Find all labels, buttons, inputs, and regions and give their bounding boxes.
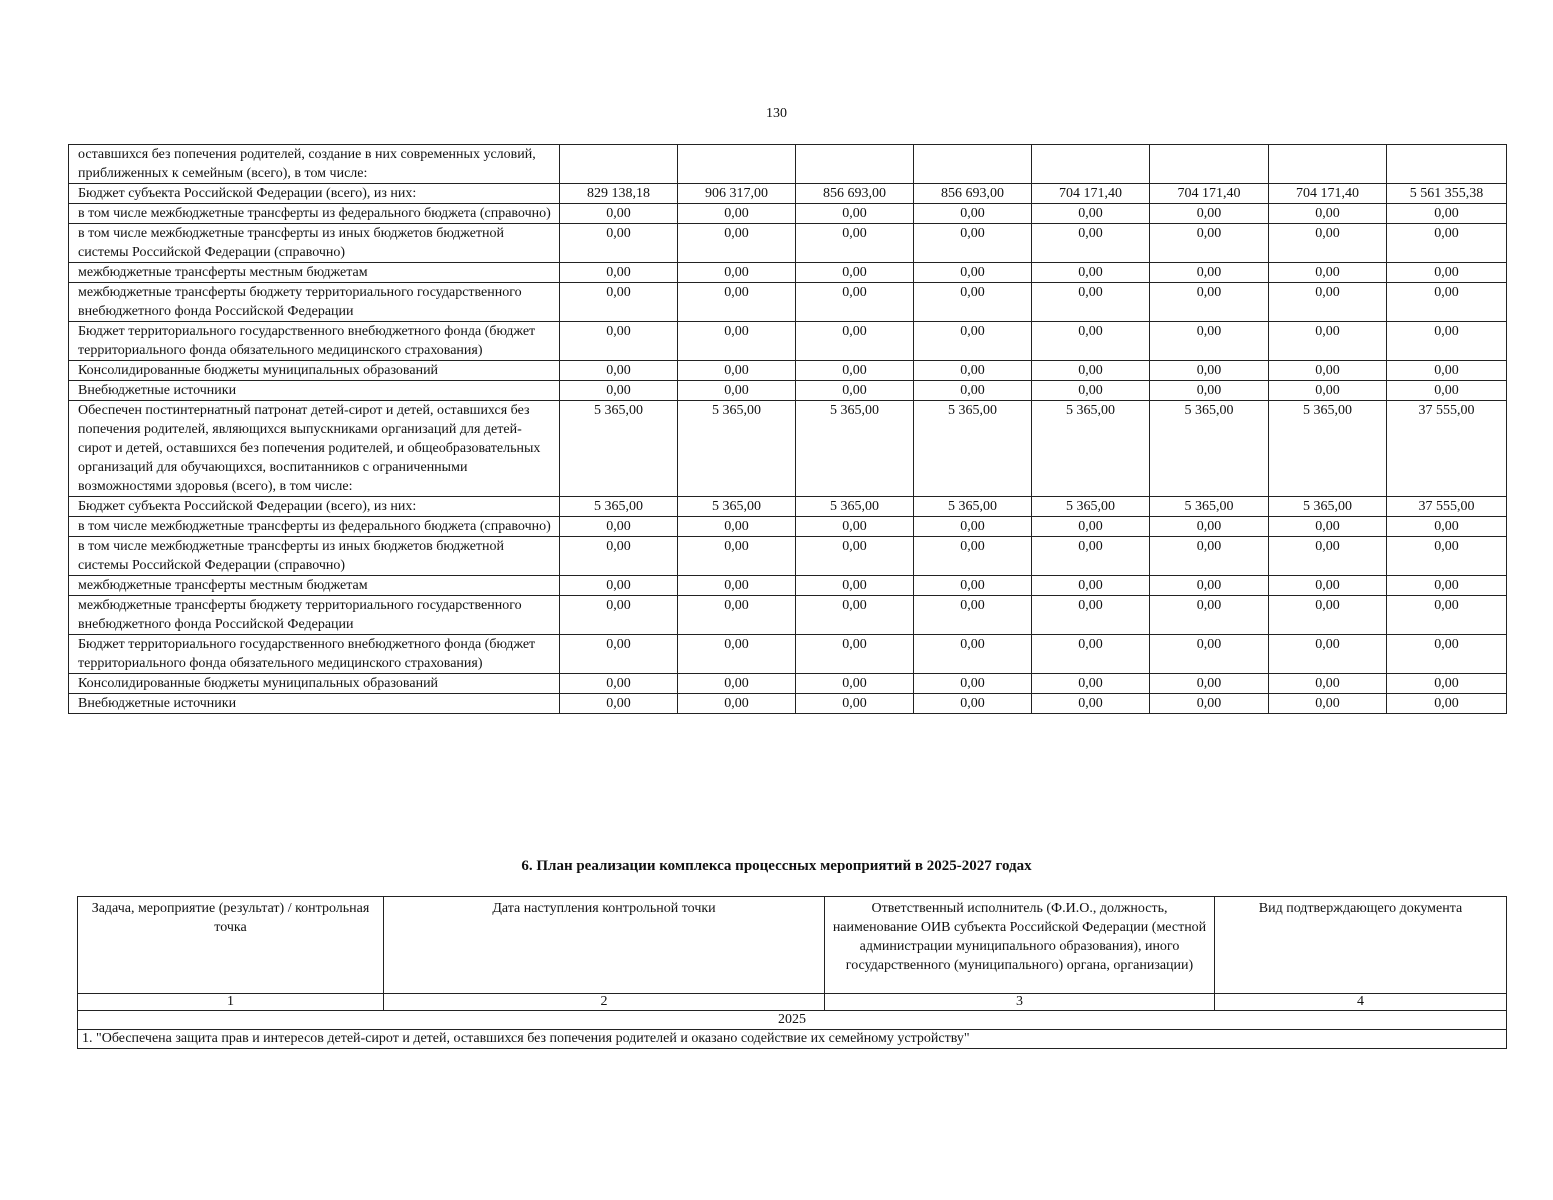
finance-cell: 0,00 bbox=[796, 576, 914, 596]
finance-cell: 5 365,00 bbox=[914, 497, 1032, 517]
finance-cell: 0,00 bbox=[796, 596, 914, 635]
finance-cell: 829 138,18 bbox=[560, 184, 678, 204]
finance-row bbox=[69, 381, 1507, 401]
finance-cell: 0,00 bbox=[1269, 283, 1387, 322]
finance-cell: 0,00 bbox=[1387, 694, 1507, 714]
finance-cell bbox=[560, 145, 678, 184]
finance-cell: 0,00 bbox=[560, 596, 678, 635]
finance-cell: 0,00 bbox=[560, 283, 678, 322]
finance-cell: 5 365,00 bbox=[678, 401, 796, 497]
finance-cell: 0,00 bbox=[1150, 517, 1269, 537]
finance-cell: 0,00 bbox=[678, 263, 796, 283]
plan-task-row bbox=[78, 1030, 1507, 1049]
finance-cell: 0,00 bbox=[1150, 381, 1269, 401]
finance-cell: 0,00 bbox=[914, 224, 1032, 263]
finance-cell: 0,00 bbox=[1032, 576, 1150, 596]
finance-cell: 0,00 bbox=[1269, 322, 1387, 361]
finance-cell: 0,00 bbox=[560, 322, 678, 361]
finance-cell: 0,00 bbox=[560, 517, 678, 537]
plan-header-task: Задача, мероприятие (результат) / контрольная точка bbox=[78, 897, 384, 994]
plan-column-numbers-row bbox=[78, 994, 1507, 1011]
finance-row-label: межбюджетные трансферты бюджету территориального государственного внебюджетного фонда Российской Федерации bbox=[69, 283, 560, 322]
plan-task: 1. "Обеспечена защита прав и интересов детей-сирот и детей, оставшихся без попечения родителей и оказано содействие их семейному устройству" bbox=[78, 1030, 1507, 1049]
finance-cell: 0,00 bbox=[560, 224, 678, 263]
finance-row bbox=[69, 537, 1507, 576]
finance-table-body bbox=[69, 145, 1507, 714]
finance-row-label: в том числе межбюджетные трансферты из иных бюджетов бюджетной системы Российской Федерации (справочно) bbox=[69, 537, 560, 576]
finance-cell: 856 693,00 bbox=[796, 184, 914, 204]
finance-cell: 0,00 bbox=[1032, 204, 1150, 224]
finance-cell: 0,00 bbox=[560, 674, 678, 694]
finance-cell: 0,00 bbox=[796, 694, 914, 714]
finance-row bbox=[69, 576, 1507, 596]
finance-cell: 0,00 bbox=[1150, 694, 1269, 714]
finance-cell: 0,00 bbox=[560, 576, 678, 596]
finance-cell: 0,00 bbox=[560, 537, 678, 576]
finance-row bbox=[69, 401, 1507, 497]
finance-cell: 0,00 bbox=[1269, 674, 1387, 694]
finance-cell: 856 693,00 bbox=[914, 184, 1032, 204]
finance-row bbox=[69, 204, 1507, 224]
finance-cell: 5 365,00 bbox=[1269, 497, 1387, 517]
finance-cell: 0,00 bbox=[1387, 361, 1507, 381]
finance-row-label: Внебюджетные источники bbox=[69, 694, 560, 714]
finance-cell: 0,00 bbox=[1150, 537, 1269, 576]
finance-cell: 0,00 bbox=[1269, 576, 1387, 596]
plan-column-number: 2 bbox=[384, 994, 825, 1011]
finance-cell: 5 561 355,38 bbox=[1387, 184, 1507, 204]
finance-cell: 0,00 bbox=[1150, 674, 1269, 694]
finance-cell: 0,00 bbox=[560, 635, 678, 674]
finance-cell: 0,00 bbox=[560, 361, 678, 381]
finance-cell: 5 365,00 bbox=[1032, 401, 1150, 497]
finance-cell: 0,00 bbox=[1269, 381, 1387, 401]
finance-cell: 5 365,00 bbox=[1032, 497, 1150, 517]
finance-row-label: межбюджетные трансферты местным бюджетам bbox=[69, 576, 560, 596]
finance-cell bbox=[914, 145, 1032, 184]
finance-row-label: оставшихся без попечения родителей, создание в них современных условий, приближенных к семейным (всего), в том числе: bbox=[69, 145, 560, 184]
finance-row bbox=[69, 635, 1507, 674]
finance-row-label: Консолидированные бюджеты муниципальных образований bbox=[69, 361, 560, 381]
finance-cell: 0,00 bbox=[914, 361, 1032, 381]
finance-cell: 0,00 bbox=[796, 537, 914, 576]
finance-cell bbox=[1387, 145, 1507, 184]
finance-cell: 0,00 bbox=[796, 361, 914, 381]
finance-cell: 0,00 bbox=[678, 283, 796, 322]
finance-cell bbox=[1269, 145, 1387, 184]
finance-cell: 0,00 bbox=[1032, 635, 1150, 674]
finance-cell: 0,00 bbox=[914, 381, 1032, 401]
finance-row-label: межбюджетные трансферты бюджету территориального государственного внебюджетного фонда Российской Федерации bbox=[69, 596, 560, 635]
plan-table bbox=[77, 896, 1507, 1049]
finance-cell: 5 365,00 bbox=[560, 497, 678, 517]
finance-cell: 0,00 bbox=[678, 381, 796, 401]
finance-cell: 0,00 bbox=[796, 283, 914, 322]
finance-row-label: Консолидированные бюджеты муниципальных образований bbox=[69, 674, 560, 694]
finance-table bbox=[68, 144, 1507, 714]
finance-cell: 0,00 bbox=[1269, 635, 1387, 674]
plan-column-number: 3 bbox=[825, 994, 1215, 1011]
finance-cell: 0,00 bbox=[560, 204, 678, 224]
finance-row bbox=[69, 497, 1507, 517]
finance-cell: 0,00 bbox=[796, 263, 914, 283]
finance-row bbox=[69, 283, 1507, 322]
finance-cell: 704 171,40 bbox=[1032, 184, 1150, 204]
finance-cell: 0,00 bbox=[678, 576, 796, 596]
finance-cell: 0,00 bbox=[1150, 361, 1269, 381]
finance-row bbox=[69, 361, 1507, 381]
plan-header-executor: Ответственный исполнитель (Ф.И.О., должность, наименование ОИВ субъекта Российской Федерации (местной администрации муниципального образования), иного государственного (муниципального) органа, организации) bbox=[825, 897, 1215, 994]
plan-year-row bbox=[78, 1011, 1507, 1030]
finance-cell: 0,00 bbox=[1150, 224, 1269, 263]
finance-row-label: Бюджет субъекта Российской Федерации (всего), из них: bbox=[69, 497, 560, 517]
finance-cell: 0,00 bbox=[678, 537, 796, 576]
finance-row bbox=[69, 596, 1507, 635]
finance-cell: 0,00 bbox=[1387, 224, 1507, 263]
finance-cell: 0,00 bbox=[678, 635, 796, 674]
finance-cell: 0,00 bbox=[1032, 596, 1150, 635]
finance-cell: 0,00 bbox=[678, 517, 796, 537]
finance-cell: 0,00 bbox=[1150, 322, 1269, 361]
finance-cell: 0,00 bbox=[914, 537, 1032, 576]
finance-cell: 0,00 bbox=[1150, 576, 1269, 596]
finance-cell: 0,00 bbox=[678, 596, 796, 635]
finance-cell: 5 365,00 bbox=[796, 497, 914, 517]
finance-cell: 0,00 bbox=[796, 224, 914, 263]
finance-cell: 5 365,00 bbox=[678, 497, 796, 517]
finance-cell bbox=[796, 145, 914, 184]
finance-row bbox=[69, 694, 1507, 714]
finance-cell: 0,00 bbox=[1269, 517, 1387, 537]
finance-cell: 37 555,00 bbox=[1387, 401, 1507, 497]
finance-cell: 0,00 bbox=[1387, 576, 1507, 596]
finance-cell: 0,00 bbox=[1387, 517, 1507, 537]
finance-cell: 5 365,00 bbox=[1269, 401, 1387, 497]
finance-cell: 0,00 bbox=[1269, 537, 1387, 576]
finance-cell: 0,00 bbox=[1032, 263, 1150, 283]
finance-cell: 906 317,00 bbox=[678, 184, 796, 204]
finance-cell: 0,00 bbox=[914, 263, 1032, 283]
finance-cell: 0,00 bbox=[1150, 263, 1269, 283]
finance-cell: 0,00 bbox=[1387, 204, 1507, 224]
finance-row-label: Бюджет субъекта Российской Федерации (всего), из них: bbox=[69, 184, 560, 204]
finance-cell: 0,00 bbox=[1150, 596, 1269, 635]
plan-header-document: Вид подтверждающего документа bbox=[1215, 897, 1507, 994]
finance-cell: 0,00 bbox=[1269, 263, 1387, 283]
finance-row-label: Бюджет территориального государственного внебюджетного фонда (бюджет территориального фонда обязательного медицинского страхования) bbox=[69, 635, 560, 674]
finance-cell: 0,00 bbox=[1269, 224, 1387, 263]
finance-cell: 0,00 bbox=[796, 322, 914, 361]
finance-cell: 5 365,00 bbox=[560, 401, 678, 497]
finance-cell: 0,00 bbox=[914, 635, 1032, 674]
finance-cell: 5 365,00 bbox=[914, 401, 1032, 497]
finance-cell: 0,00 bbox=[1387, 263, 1507, 283]
plan-column-number: 1 bbox=[78, 994, 384, 1011]
section-title: 6. План реализации комплекса процессных мероприятий в 2025-2027 годах bbox=[521, 858, 1032, 874]
finance-row bbox=[69, 145, 1507, 184]
finance-cell: 0,00 bbox=[1032, 224, 1150, 263]
finance-cell: 0,00 bbox=[678, 204, 796, 224]
finance-cell: 0,00 bbox=[914, 596, 1032, 635]
finance-cell: 0,00 bbox=[1150, 635, 1269, 674]
finance-cell: 0,00 bbox=[560, 381, 678, 401]
finance-cell: 0,00 bbox=[914, 674, 1032, 694]
finance-cell: 0,00 bbox=[678, 224, 796, 263]
finance-row-label: Внебюджетные источники bbox=[69, 381, 560, 401]
finance-cell: 0,00 bbox=[796, 517, 914, 537]
finance-cell: 0,00 bbox=[1032, 283, 1150, 322]
finance-cell bbox=[678, 145, 796, 184]
plan-header-row bbox=[78, 897, 1507, 994]
finance-cell: 0,00 bbox=[1269, 361, 1387, 381]
finance-cell: 0,00 bbox=[914, 517, 1032, 537]
finance-cell: 37 555,00 bbox=[1387, 497, 1507, 517]
finance-cell: 0,00 bbox=[914, 322, 1032, 361]
finance-row-label: Обеспечен постинтернатный патронат детей-сирот и детей, оставшихся без попечения родителей, являющихся выпускниками организаций для детей-сирот и детей, оставшихся без попечения родителей, и общеобразовательных организаций для обучающихся, воспитанников с ограниченными возможностями здоровья (всего), в том числе: bbox=[69, 401, 560, 497]
finance-cell: 0,00 bbox=[1269, 694, 1387, 714]
finance-cell: 0,00 bbox=[1269, 596, 1387, 635]
finance-row bbox=[69, 184, 1507, 204]
finance-cell: 0,00 bbox=[678, 674, 796, 694]
finance-row bbox=[69, 322, 1507, 361]
finance-cell: 0,00 bbox=[1387, 381, 1507, 401]
finance-cell bbox=[1032, 145, 1150, 184]
finance-cell: 0,00 bbox=[796, 204, 914, 224]
finance-row bbox=[69, 263, 1507, 283]
finance-cell: 0,00 bbox=[1387, 635, 1507, 674]
finance-cell: 0,00 bbox=[1269, 204, 1387, 224]
finance-cell: 0,00 bbox=[1032, 381, 1150, 401]
finance-cell: 0,00 bbox=[1387, 283, 1507, 322]
finance-row-label: межбюджетные трансферты местным бюджетам bbox=[69, 263, 560, 283]
finance-cell: 0,00 bbox=[560, 694, 678, 714]
plan-column-number: 4 bbox=[1215, 994, 1507, 1011]
finance-cell: 0,00 bbox=[1387, 596, 1507, 635]
finance-cell: 0,00 bbox=[1032, 322, 1150, 361]
finance-row-label: в том числе межбюджетные трансферты из иных бюджетов бюджетной системы Российской Федерации (справочно) bbox=[69, 224, 560, 263]
finance-cell: 0,00 bbox=[796, 674, 914, 694]
finance-cell: 0,00 bbox=[560, 263, 678, 283]
plan-header-date: Дата наступления контрольной точки bbox=[384, 897, 825, 994]
finance-cell: 0,00 bbox=[1150, 283, 1269, 322]
finance-cell: 0,00 bbox=[796, 635, 914, 674]
finance-cell: 0,00 bbox=[678, 322, 796, 361]
finance-cell: 0,00 bbox=[678, 694, 796, 714]
finance-cell: 0,00 bbox=[914, 576, 1032, 596]
finance-cell: 5 365,00 bbox=[1150, 401, 1269, 497]
finance-cell: 0,00 bbox=[1032, 674, 1150, 694]
finance-cell: 0,00 bbox=[796, 381, 914, 401]
finance-cell: 0,00 bbox=[914, 204, 1032, 224]
finance-row bbox=[69, 224, 1507, 263]
finance-cell: 704 171,40 bbox=[1150, 184, 1269, 204]
finance-cell: 5 365,00 bbox=[1150, 497, 1269, 517]
finance-cell: 0,00 bbox=[1032, 537, 1150, 576]
finance-row bbox=[69, 517, 1507, 537]
finance-row bbox=[69, 674, 1507, 694]
finance-cell: 0,00 bbox=[1032, 517, 1150, 537]
finance-cell: 0,00 bbox=[678, 361, 796, 381]
finance-cell: 0,00 bbox=[1032, 361, 1150, 381]
finance-cell: 704 171,40 bbox=[1269, 184, 1387, 204]
finance-cell: 5 365,00 bbox=[796, 401, 914, 497]
finance-cell: 0,00 bbox=[1032, 694, 1150, 714]
plan-year: 2025 bbox=[78, 1011, 1507, 1030]
finance-cell: 0,00 bbox=[1387, 674, 1507, 694]
finance-row-label: в том числе межбюджетные трансферты из федерального бюджета (справочно) bbox=[69, 517, 560, 537]
finance-cell: 0,00 bbox=[914, 283, 1032, 322]
page-number: 130 bbox=[766, 106, 787, 121]
finance-cell: 0,00 bbox=[914, 694, 1032, 714]
finance-cell: 0,00 bbox=[1150, 204, 1269, 224]
finance-cell bbox=[1150, 145, 1269, 184]
finance-row-label: Бюджет территориального государственного внебюджетного фонда (бюджет территориального фонда обязательного медицинского страхования) bbox=[69, 322, 560, 361]
finance-cell: 0,00 bbox=[1387, 537, 1507, 576]
finance-row-label: в том числе межбюджетные трансферты из федерального бюджета (справочно) bbox=[69, 204, 560, 224]
finance-cell: 0,00 bbox=[1387, 322, 1507, 361]
